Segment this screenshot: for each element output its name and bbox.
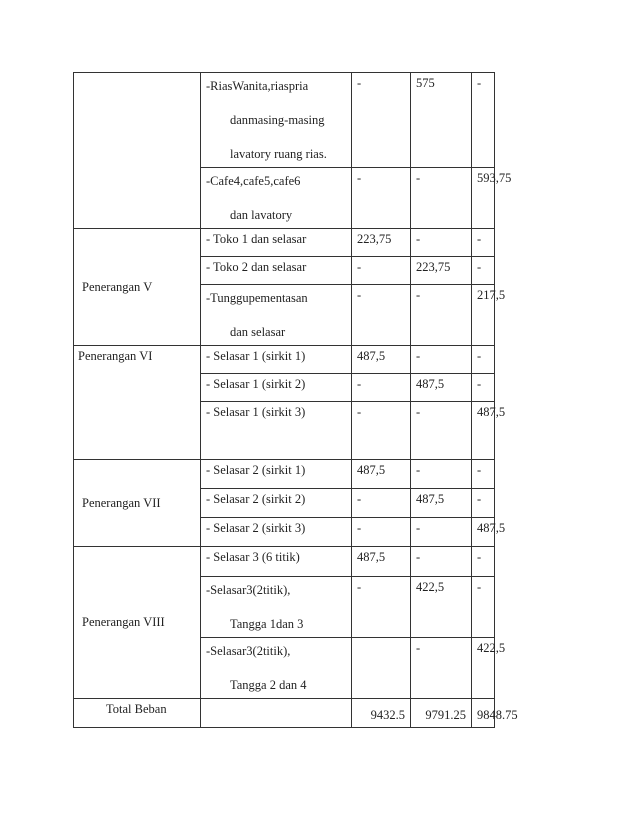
value-cell: -: [472, 577, 495, 638]
description-cell: - Toko 2 dan selasar: [201, 257, 352, 285]
value-cell: -: [352, 577, 411, 638]
total-value: 9848.75: [472, 699, 495, 728]
value-cell: -: [352, 374, 411, 402]
value-cell: 422,5: [411, 577, 472, 638]
description-cell: -Tunggupementasan dan selasar: [201, 285, 352, 346]
total-value: 9791.25: [411, 699, 472, 728]
value-cell: -: [352, 285, 411, 346]
section-label: Penerangan VIII: [74, 547, 201, 699]
description-cell: - Selasar 1 (sirkit 2): [201, 374, 352, 402]
table-row: [74, 73, 495, 168]
value-cell: 487,5: [472, 518, 495, 547]
value-cell: -: [411, 168, 472, 229]
value-cell: -: [472, 489, 495, 518]
table-row: [74, 346, 495, 374]
value-cell: -: [352, 168, 411, 229]
value-cell: [352, 638, 411, 699]
total-value: 9432.5: [352, 699, 411, 728]
description-cell: - Selasar 2 (sirkit 1): [201, 460, 352, 489]
value-cell: 487,5: [472, 402, 495, 460]
value-cell: -: [352, 518, 411, 547]
value-cell: -: [472, 229, 495, 257]
table-row: [74, 460, 495, 489]
table-row: [74, 547, 495, 577]
value-cell: -: [352, 402, 411, 460]
value-cell: -: [352, 489, 411, 518]
section-label: Penerangan VI: [74, 346, 201, 460]
value-cell: -: [352, 257, 411, 285]
value-cell: -: [472, 547, 495, 577]
section-label: Penerangan VII: [74, 460, 201, 547]
description-cell: - Selasar 2 (sirkit 3): [201, 518, 352, 547]
value-cell: 422,5: [472, 638, 495, 699]
value-cell: -: [352, 73, 411, 168]
section-label: Penerangan V: [74, 229, 201, 346]
value-cell: 487,5: [352, 346, 411, 374]
value-cell: -: [411, 285, 472, 346]
value-cell: -: [411, 518, 472, 547]
description-cell: - Selasar 1 (sirkit 3): [201, 402, 352, 460]
value-cell: -: [472, 460, 495, 489]
description-cell: - Selasar 3 (6 titik): [201, 547, 352, 577]
value-cell: 593,75: [472, 168, 495, 229]
value-cell: -: [411, 229, 472, 257]
value-cell: 217,5: [472, 285, 495, 346]
description-cell: -Selasar3(2titik), Tangga 1dan 3: [201, 577, 352, 638]
value-cell: -: [472, 374, 495, 402]
description-cell: - Selasar 1 (sirkit 1): [201, 346, 352, 374]
description-cell: -RiasWanita,riaspria danmasing-masing lavatory ruang rias.: [201, 73, 352, 168]
value-cell: -: [472, 257, 495, 285]
section-cell: [74, 73, 201, 229]
value-cell: -: [411, 638, 472, 699]
total-label: Total Beban: [74, 699, 201, 728]
value-cell: 223,75: [352, 229, 411, 257]
value-cell: 487,5: [411, 374, 472, 402]
value-cell: 487,5: [352, 547, 411, 577]
total-row: [74, 699, 495, 728]
empty-cell: [201, 699, 352, 728]
table-row: [74, 229, 495, 257]
value-cell: 223,75: [411, 257, 472, 285]
description-cell: - Toko 1 dan selasar: [201, 229, 352, 257]
value-cell: 575: [411, 73, 472, 168]
load-table: [73, 72, 518, 728]
value-cell: -: [411, 346, 472, 374]
description-cell: -Selasar3(2titik), Tangga 2 dan 4: [201, 638, 352, 699]
value-cell: -: [411, 402, 472, 460]
value-cell: -: [472, 346, 495, 374]
value-cell: 487,5: [352, 460, 411, 489]
description-cell: - Selasar 2 (sirkit 2): [201, 489, 352, 518]
value-cell: -: [411, 547, 472, 577]
description-cell: -Cafe4,cafe5,cafe6 dan lavatory: [201, 168, 352, 229]
value-cell: 487,5: [411, 489, 472, 518]
value-cell: -: [472, 73, 495, 168]
value-cell: -: [411, 460, 472, 489]
